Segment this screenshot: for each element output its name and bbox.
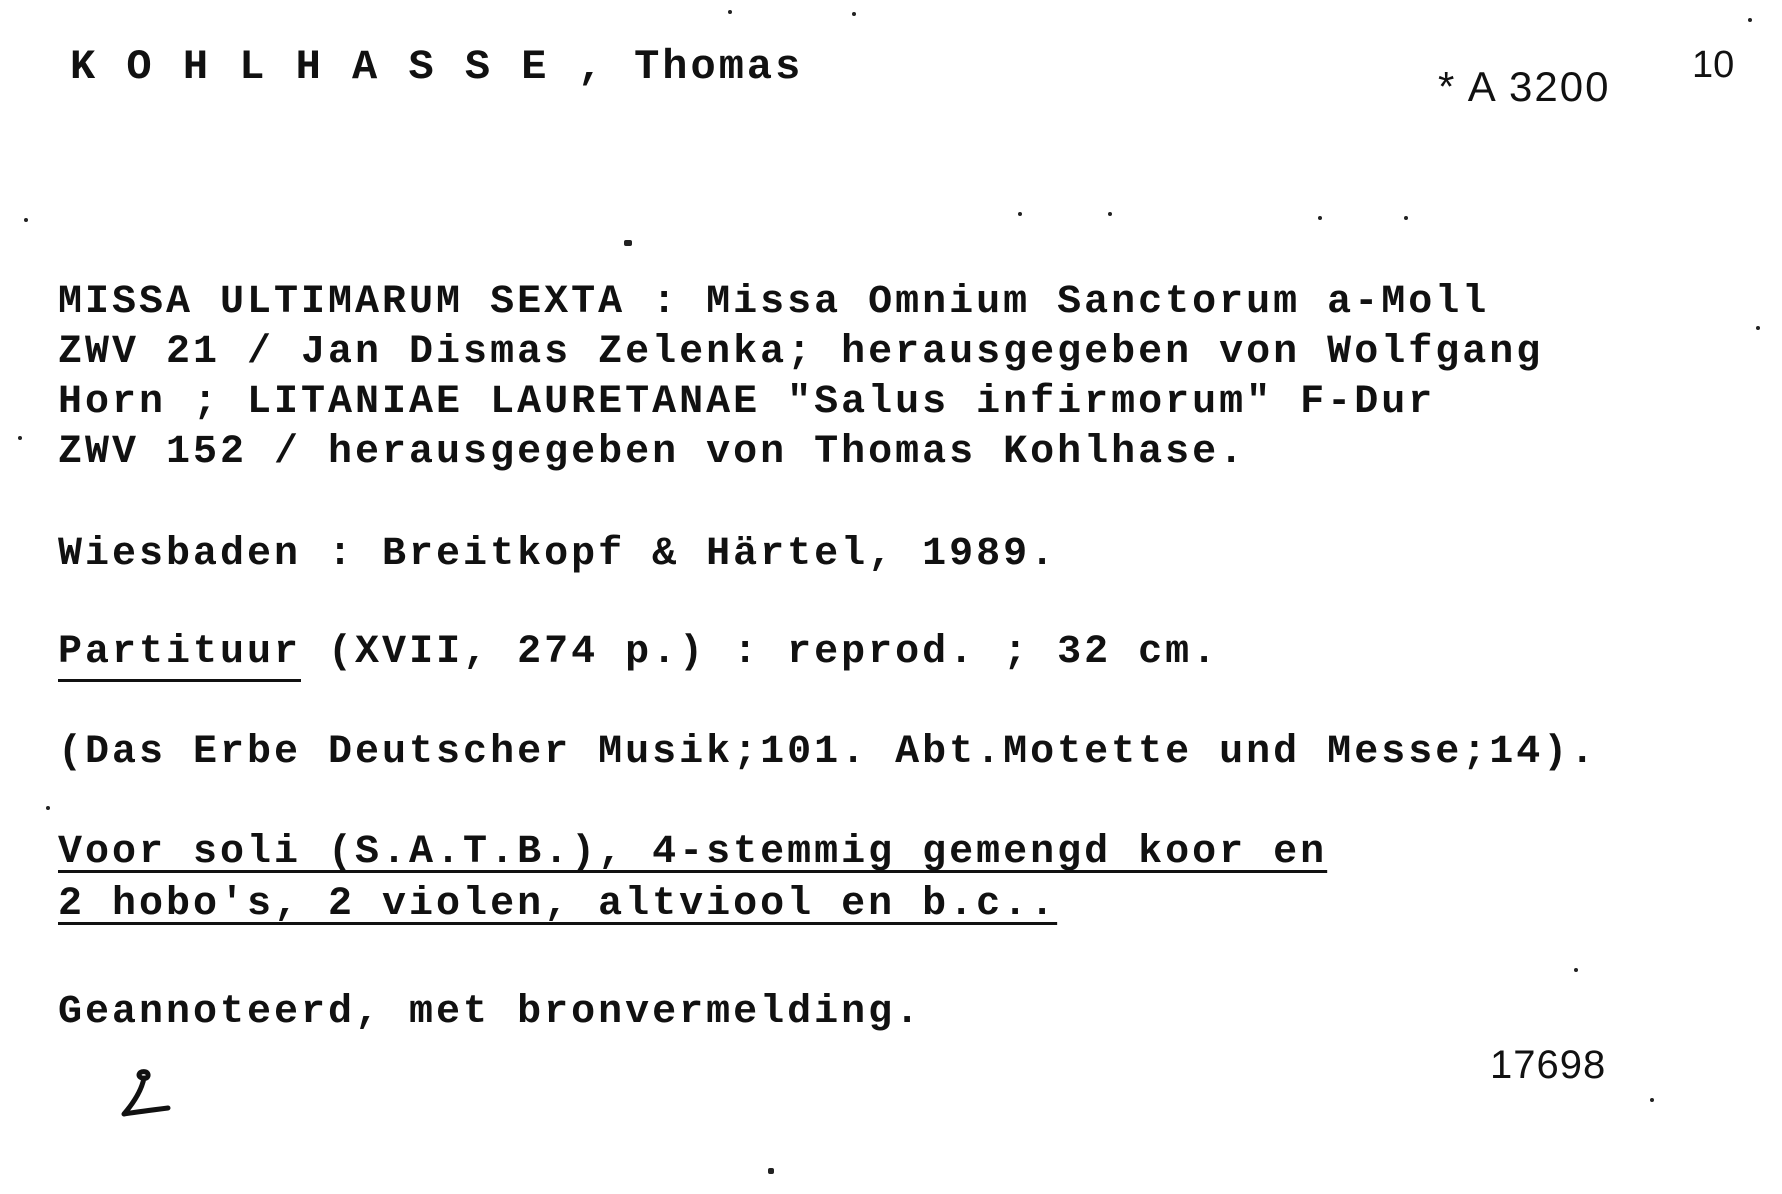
speck: [24, 218, 28, 222]
handwritten-mark-icon: [118, 1066, 178, 1122]
physical-description: [58, 628, 1219, 678]
title-line-2: ZWV 21 / Jan Dismas Zelenka; herausgegeben von Wolfgang: [58, 330, 1544, 375]
series-statement: (Das Erbe Deutscher Musik;101. Abt.Motette und Messe;14).: [58, 730, 1598, 775]
speck: [1404, 216, 1408, 220]
speck: [624, 240, 632, 246]
scoring-line-1: Voor soli (S.A.T.B.), 4-stemmig gemengd koor en: [58, 830, 1328, 875]
speck: [1018, 212, 1022, 216]
accession-number: 17698: [1490, 1043, 1607, 1087]
call-number-suffix: 10: [1692, 44, 1735, 86]
author-heading: K O H L H A S S E , Thomas: [70, 43, 804, 91]
speck: [1318, 216, 1322, 220]
speck: [46, 806, 50, 810]
title-line-1: MISSA ULTIMARUM SEXTA : Missa Omnium Sanctorum a-Moll: [58, 280, 1490, 325]
speck: [1748, 18, 1752, 22]
scoring-line-2: 2 hobo's, 2 violen, altviool en b.c..: [58, 882, 1058, 927]
call-number: * A 3200: [1438, 63, 1611, 110]
imprint: Wiesbaden : Breitkopf & Härtel, 1989.: [58, 532, 1058, 577]
speck: [768, 1168, 774, 1174]
format-extent: (XVII, 274 p.) : reprod. ; 32 cm.: [301, 630, 1220, 675]
title-line-3: Horn ; LITANIAE LAURETANAE "Salus infirmorum" F-Dur: [58, 380, 1436, 425]
speck: [18, 436, 22, 440]
format-label: Partituur: [58, 630, 301, 682]
speck: [1574, 968, 1578, 972]
speck: [728, 10, 732, 14]
speck: [852, 12, 856, 16]
title-line-4: ZWV 152 / herausgegeben von Thomas Kohlhase.: [58, 430, 1247, 475]
speck: [1756, 326, 1760, 330]
note: Geannoteerd, met bronvermelding.: [58, 990, 923, 1035]
speck: [1108, 212, 1112, 216]
speck: [1650, 1098, 1654, 1102]
